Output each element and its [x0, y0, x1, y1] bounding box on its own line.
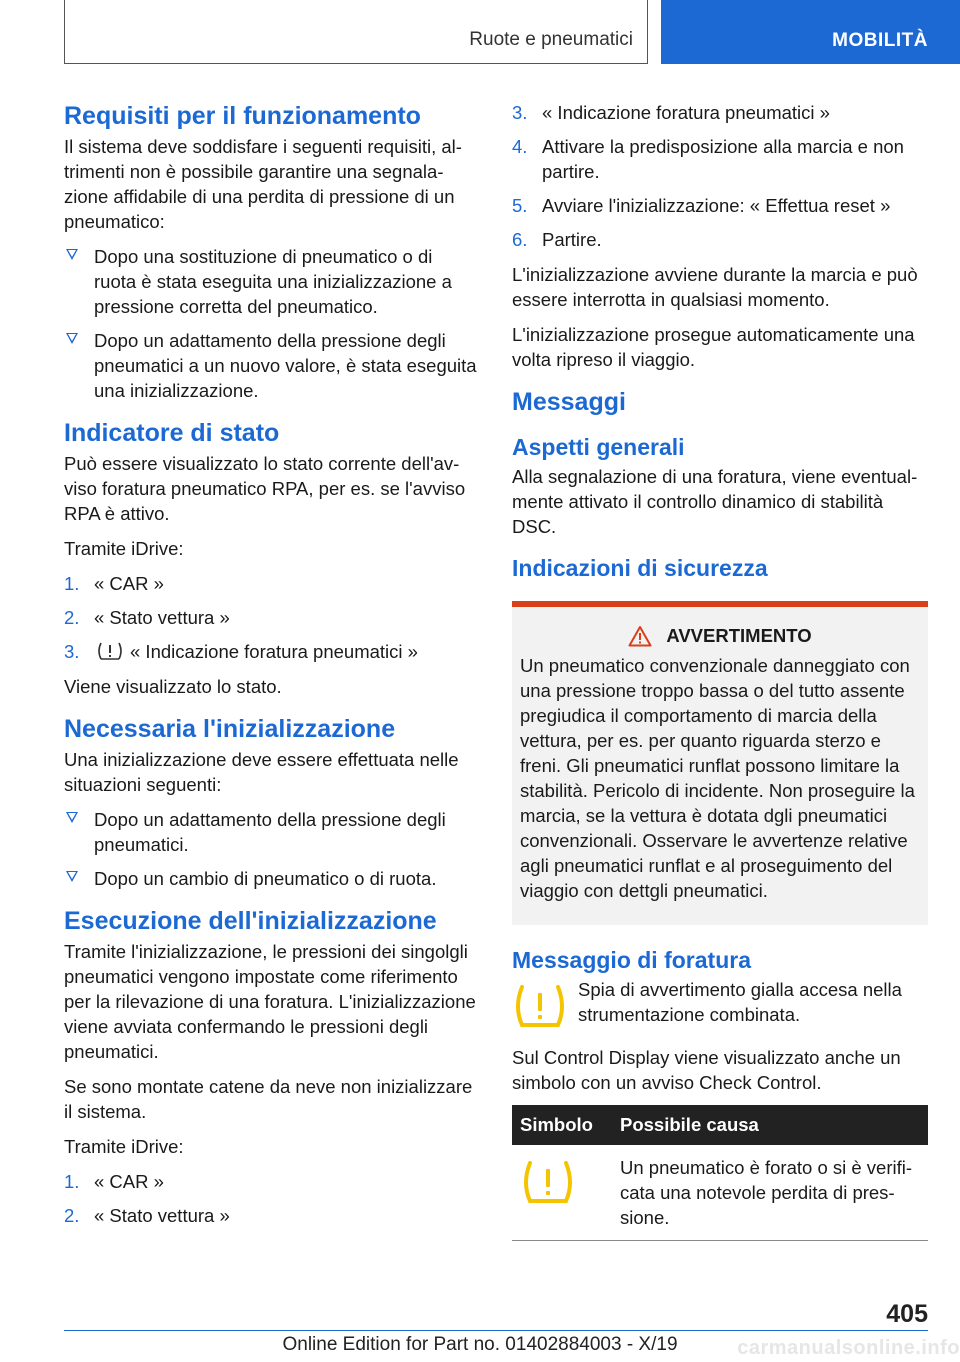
list-item: [64, 571, 479, 596]
list-item-text: Dopo una sostituzione di pneumatico o di ruota è stata eseguita una inizializzazione a pressione corretta del pneumatico.: [94, 246, 452, 317]
warning-header: [520, 625, 920, 647]
footer-divider: [64, 1330, 928, 1331]
paragraph: L'inizializzazione avviene durante la marcia e può essere interrotta in qualsiasi momento.: [512, 264, 918, 310]
list-item: [64, 1169, 479, 1194]
triangle-bullet-icon: [66, 333, 78, 344]
step-text: « Stato vettura »: [94, 1205, 230, 1226]
section-title-messaggi: Messaggi: [512, 388, 626, 416]
numbered-list: [512, 100, 928, 252]
step-text: Partire.: [542, 229, 602, 250]
list-item: [64, 244, 479, 319]
symbol-table: [512, 1105, 928, 1241]
list-item: [512, 193, 928, 218]
section-title-requisiti: Requisiti per il funzionamento: [64, 102, 421, 130]
footer-edition: Online Edition for Part no. 01402884003 - X/19: [282, 1334, 678, 1355]
subsection-title-foratura: Messaggio di foratura: [512, 947, 751, 973]
paragraph: Tramite iDrive:: [64, 1136, 184, 1157]
header-section-title: Ruote e pneumatici: [469, 29, 633, 50]
step-text: « CAR »: [94, 573, 164, 594]
step-text: Attivare la predisposizione alla marcia e non partire.: [542, 136, 904, 182]
warning-triangle-icon: [628, 625, 652, 647]
step-text: Avviare l'inizializzazione: « Effettua reset »: [542, 195, 891, 216]
list-item: [512, 100, 928, 125]
list-item-text: Dopo un adattamento della pressione degli pneumatici.: [94, 809, 446, 855]
header-section-box: [64, 0, 648, 64]
triangle-bullet-icon: [66, 871, 78, 882]
table-cell-cause: Un pneumatico è forato o si è verificata una notevole perdita di pressione.: [612, 1145, 928, 1241]
paragraph: Può essere visualizzato lo stato corrente dell'avviso foratura pneumatico RPA, per es. se l'avviso RPA è attivo.: [64, 453, 466, 524]
table-cell-symbol: [512, 1145, 612, 1241]
right-column: [512, 100, 928, 1241]
step-number: 3.: [512, 102, 528, 123]
paragraph: Viene visualizzato lo stato.: [64, 676, 282, 697]
step-number: 1.: [64, 1171, 80, 1192]
step-number: 1.: [64, 573, 80, 594]
triangle-bullet-icon: [66, 812, 78, 823]
subsection-title-sicurezza: Indicazioni di sicurezza: [512, 555, 768, 581]
section-title-necessaria: Necessaria l'inizializzazione: [64, 715, 396, 743]
step-text: « Indicazione foratura pneumatici »: [542, 102, 830, 123]
step-number: 6.: [512, 229, 528, 250]
section-title-indicatore: Indicatore di stato: [64, 419, 280, 447]
table-header-row: [512, 1105, 928, 1145]
warning-box: [512, 601, 928, 925]
list-item: [64, 639, 479, 664]
header-chapter-title: MOBILITÀ: [832, 30, 928, 51]
step-text: « CAR »: [94, 1171, 164, 1192]
watermark-logo: carmanualsonline.info: [737, 1337, 960, 1359]
section-title-esecuzione: Esecuzione dell'inizializzazione: [64, 907, 437, 935]
numbered-list: [64, 1169, 479, 1228]
paragraph: L'inizializzazione prosegue automaticamente una volta ripreso il viaggio.: [512, 324, 915, 370]
bullet-list: [64, 244, 479, 403]
left-column: [64, 100, 479, 1238]
table-header-symbol: Simbolo: [512, 1105, 612, 1145]
paragraph: Una inizializzazione deve essere effettuata nelle situazioni seguenti:: [64, 749, 459, 795]
step-text: « Stato vettura »: [94, 607, 230, 628]
step-number: 3.: [64, 641, 80, 662]
list-item: [64, 328, 479, 403]
warning-text: Un pneumatico convenzionale danneggiato con una pressione troppo bassa o del tutto assente pregiudica il comportamento di marcia della vettura, per es. per quanto riguarda sterzo e freni. Gli pneumatici runflat possono limitare la stabilità. Pericolo di incidente. Non proseguire la marcia, se la vettura è dotata dgli pneumatici convenzionali. Osservare le avvertenze relative agli pneumatici runflat e al proseguimento del viaggio con dettgli pneumatici.: [520, 655, 915, 901]
step-text: « Indicazione foratura pneumatici »: [130, 641, 418, 662]
list-item: [64, 605, 479, 630]
step-number: 4.: [512, 136, 528, 157]
step-number: 2.: [64, 1205, 80, 1226]
table-header-cause: Possibile causa: [612, 1105, 928, 1145]
step-number: 2.: [64, 607, 80, 628]
warning-title: AVVERTIMENTO: [666, 625, 812, 646]
bullet-list: [64, 807, 479, 891]
list-item: [64, 807, 479, 857]
header-chapter-tab: [661, 0, 960, 64]
triangle-bullet-icon: [66, 249, 78, 260]
foratura-icon-text: Spia di avvertimento gialla accesa nella strumentazione combinata.: [578, 979, 902, 1025]
numbered-list: [64, 571, 479, 664]
paragraph: Sul Control Display viene visualizzato anche un simbolo con un avviso Check Control.: [512, 1047, 901, 1093]
list-item: [512, 134, 928, 184]
tire-pressure-warning-icon: [512, 983, 568, 1031]
list-item: [64, 1203, 479, 1228]
paragraph: Tramite iDrive:: [64, 538, 184, 559]
foratura-icon-row: [512, 977, 928, 1031]
paragraph: Se sono montate catene da neve non inizializzare il sistema.: [64, 1076, 473, 1122]
table-row: [512, 1145, 928, 1241]
subsection-title-aspetti: Aspetti generali: [512, 434, 685, 460]
tire-pressure-warning-icon: [520, 1159, 576, 1207]
paragraph: Alla segnalazione di una foratura, viene eventualmente attivato il controllo dinamico di stabilità DSC.: [512, 466, 918, 537]
page-number: 405: [886, 1300, 928, 1328]
paragraph: Tramite l'inizializzazione, le pressioni dei singolgli pneumatici vengono impostate come riferimento per la rilevazione di una foratura. L'inizializzazione viene avviata confermando le pressioni degli pneumatici.: [64, 941, 476, 1062]
list-item: [512, 227, 928, 252]
list-item: [64, 866, 479, 891]
step-number: 5.: [512, 195, 528, 216]
list-item-text: Dopo un cambio di pneumatico o di ruota.: [94, 868, 437, 889]
paragraph: Il sistema deve soddisfare i seguenti requisiti, altrimenti non è possibile garantire una segnalazione affidabile di una perdita di pressione di un pneumatico:: [64, 136, 462, 232]
list-item-text: Dopo un adattamento della pressione degli pneumatici a un nuovo valore, è stata eseguita una inizializzazione.: [94, 330, 477, 401]
tire-pressure-icon: [96, 641, 124, 661]
